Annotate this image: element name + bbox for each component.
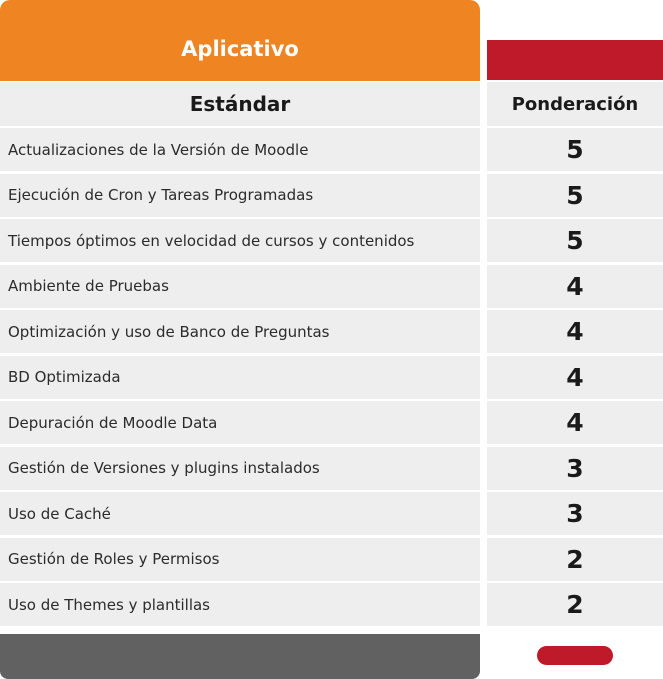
standard-name: Depuración de Moodle Data <box>0 401 480 444</box>
standard-name: Optimización y uso de Banco de Preguntas <box>0 310 480 353</box>
weight-value: 4 <box>487 356 663 399</box>
table-row <box>0 310 663 356</box>
table-row <box>0 174 663 220</box>
standard-name: Tiempos óptimos en velocidad de cursos y contenidos <box>0 219 480 262</box>
weight-value: 3 <box>487 447 663 490</box>
table-footer-bar <box>0 634 480 679</box>
weight-value: 3 <box>487 492 663 535</box>
standard-name: Ejecución de Cron y Tareas Programadas <box>0 174 480 217</box>
table-row <box>0 538 663 584</box>
weight-header-accent-bar <box>487 40 663 80</box>
table-row <box>0 356 663 402</box>
category-title: Aplicativo <box>0 0 480 81</box>
standard-name: Uso de Caché <box>0 492 480 535</box>
weight-value: 5 <box>487 128 663 171</box>
standard-name: Actualizaciones de la Versión de Moodle <box>0 128 480 171</box>
table-row <box>0 447 663 493</box>
standards-table-body <box>0 128 663 629</box>
weight-value: 4 <box>487 310 663 353</box>
table-row <box>0 583 663 629</box>
standard-column-header: Estándar <box>0 82 480 126</box>
weight-value: 5 <box>487 219 663 262</box>
weight-value: 5 <box>487 174 663 217</box>
weight-value: 2 <box>487 583 663 626</box>
footer-accent-pill <box>537 646 613 665</box>
standard-name: Ambiente de Pruebas <box>0 265 480 308</box>
weight-value: 4 <box>487 265 663 308</box>
standard-name: BD Optimizada <box>0 356 480 399</box>
weight-value: 4 <box>487 401 663 444</box>
standard-name: Gestión de Roles y Permisos <box>0 538 480 581</box>
table-row <box>0 128 663 174</box>
standard-name: Uso de Themes y plantillas <box>0 583 480 626</box>
table-row <box>0 219 663 265</box>
weight-column-header: Ponderación <box>487 82 663 126</box>
weight-value: 2 <box>487 538 663 581</box>
table-row <box>0 265 663 311</box>
table-row <box>0 401 663 447</box>
table-row <box>0 492 663 538</box>
standard-name: Gestión de Versiones y plugins instalados <box>0 447 480 490</box>
